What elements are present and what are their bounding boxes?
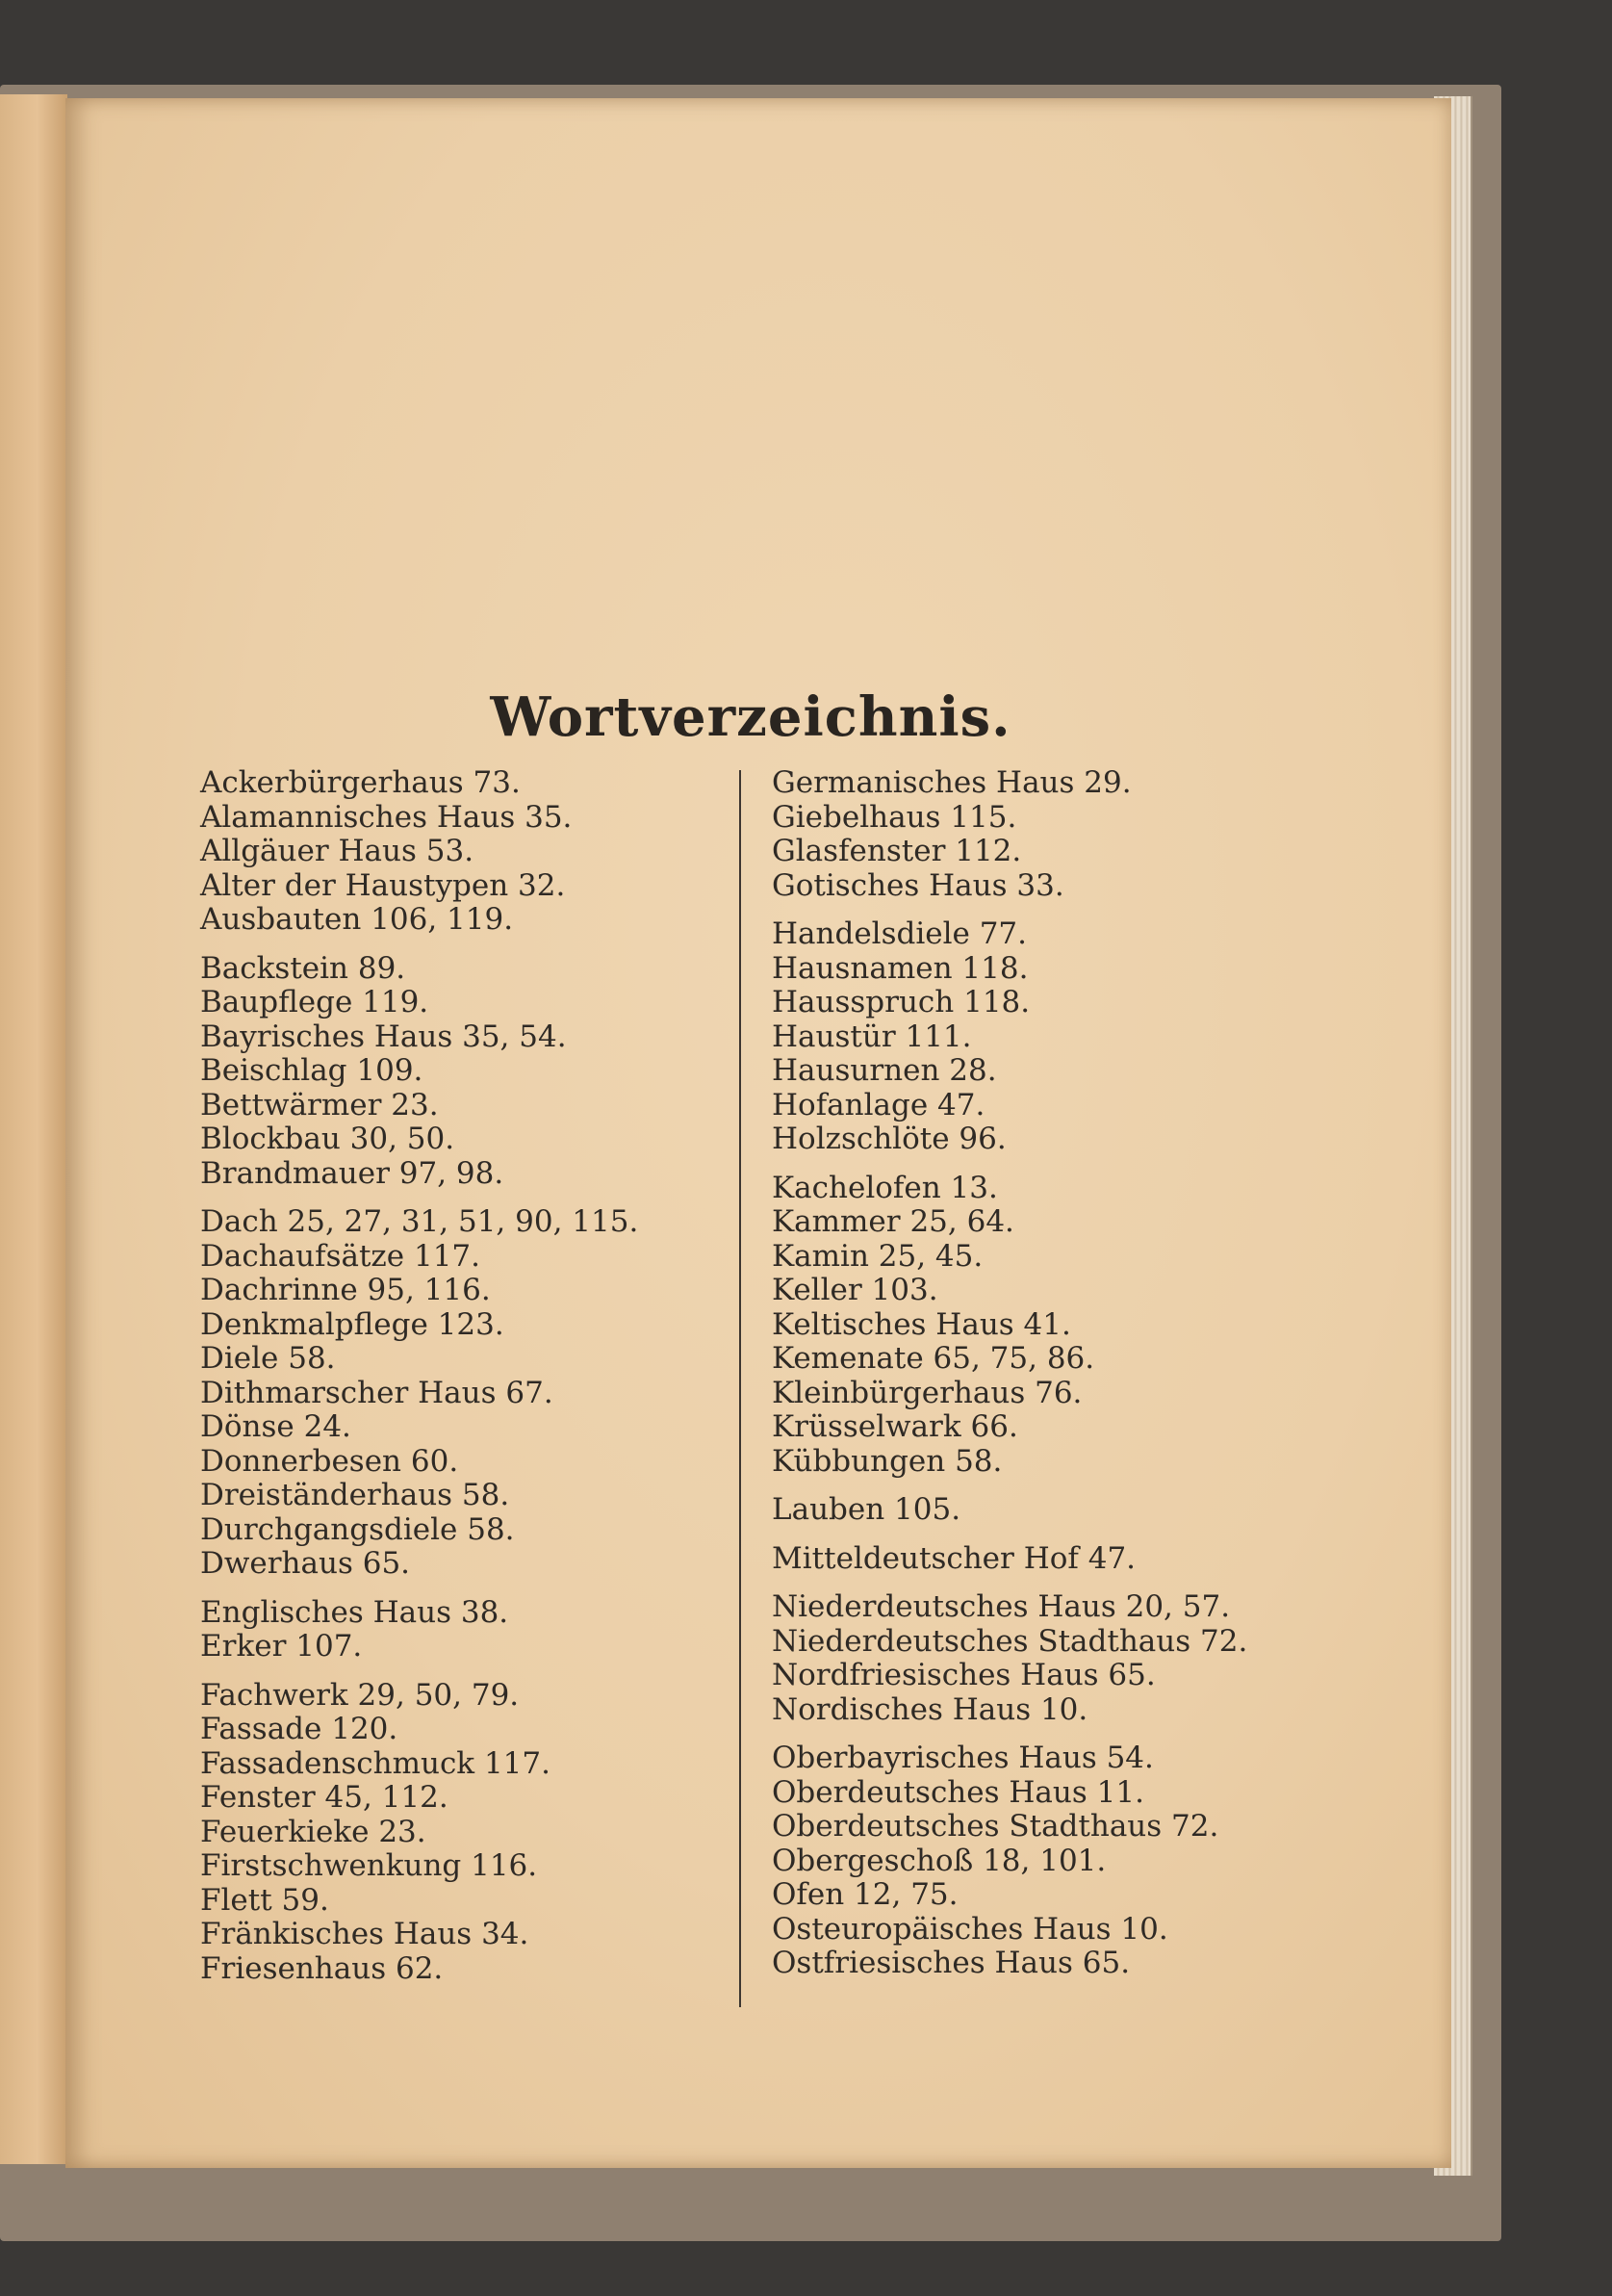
index-entry: Dwerhaus 65. <box>200 1546 411 1581</box>
index-entry: Niederdeutsches Stadthaus 72. <box>772 1623 1248 1659</box>
page-title: Wortverzeichnis. <box>490 685 1011 749</box>
index-entry: Feuerkieke 23. <box>200 1814 426 1849</box>
index-entry: Erker 107. <box>200 1629 363 1664</box>
index-entry: Englisches Haus 38. <box>200 1594 509 1630</box>
index-entry: Fenster 45, 112. <box>200 1780 448 1815</box>
index-entry: Baupflege 119. <box>200 985 429 1019</box>
index-entry: Kamin 25, 45. <box>772 1238 984 1274</box>
index-entry: Durchgangsdiele 58. <box>200 1511 515 1547</box>
index-entry: Niederdeutsches Haus 20, 57. <box>772 1589 1231 1624</box>
index-entry: Ostfriesisches Haus 65. <box>772 1946 1131 1980</box>
index-entry: Bettwärmer 23. <box>200 1087 439 1122</box>
index-entry: Hausnamen 118. <box>772 950 1029 986</box>
index-entry: Fränkisches Haus 34. <box>200 1917 529 1951</box>
index-entry: Brandmauer 97, 98. <box>200 1155 504 1191</box>
index-entry: Gotisches Haus 33. <box>772 867 1064 903</box>
index-entry: Osteuropäisches Haus 10. <box>772 1911 1168 1947</box>
index-letter-group <box>200 952 739 1192</box>
index-entry: Fassadenschmuck 117. <box>200 1745 550 1781</box>
index-entry: Hausspruch 118. <box>772 985 1031 1019</box>
index-entry: Hausurnen 28. <box>772 1053 997 1088</box>
index-entry: Oberbayrisches Haus 54. <box>772 1741 1154 1775</box>
index-letter-group <box>200 1596 739 1664</box>
index-entry: Dönse 24. <box>200 1409 351 1444</box>
index-entry: Allgäuer Haus 53. <box>200 834 474 868</box>
index-entry: Dachaufsätze 117. <box>200 1238 480 1274</box>
index-entry: Oberdeutsches Stadthaus 72. <box>772 1809 1219 1844</box>
index-entry: Donnerbesen 60. <box>200 1443 459 1479</box>
index-entry: Flett 59. <box>200 1882 329 1918</box>
index-entry: Dithmarscher Haus 67. <box>200 1375 553 1410</box>
index-entry: Ackerbürgerhaus 73. <box>200 765 521 800</box>
index-entry: Oberdeutsches Haus 11. <box>772 1774 1144 1810</box>
index-entry: Kammer 25, 64. <box>772 1204 1014 1239</box>
index-entry: Keller 103. <box>772 1273 938 1307</box>
index-entry: Glasfenster 112. <box>772 834 1022 868</box>
index-entry: Dreiständerhaus 58. <box>200 1478 510 1512</box>
index-entry: Diele 58. <box>200 1341 336 1376</box>
index-entry: Denkmalpflege 123. <box>200 1306 504 1342</box>
index-entry: Mitteldeutscher Hof 47. <box>772 1540 1137 1576</box>
index-entry: Bayrisches Haus 35, 54. <box>200 1019 567 1054</box>
index-entry: Friesenhaus 62. <box>200 1950 444 1986</box>
index-letter-group <box>772 917 1272 1157</box>
index-letter-group <box>772 1542 1272 1577</box>
index-letter-group <box>772 1590 1272 1727</box>
index-entry: Blockbau 30, 50. <box>200 1122 455 1156</box>
index-letter-group <box>772 1741 1272 1981</box>
index-entry: Obergeschoß 18, 101. <box>772 1843 1107 1878</box>
index-letter-group <box>772 1493 1272 1528</box>
index-entry: Germanisches Haus 29. <box>772 765 1132 800</box>
column-divider <box>739 770 741 2007</box>
index-entry: Ausbauten 106, 119. <box>200 902 514 937</box>
index-entry: Keltisches Haus 41. <box>772 1306 1071 1342</box>
index-entry: Beischlag 109. <box>200 1053 423 1088</box>
index-entry: Hofanlage 47. <box>772 1087 985 1122</box>
index-entry: Kübbungen 58. <box>772 1443 1003 1479</box>
index-entry: Kemenate 65, 75, 86. <box>772 1341 1095 1376</box>
index-entry: Ofen 12, 75. <box>772 1877 959 1912</box>
index-entry: Dachrinne 95, 116. <box>200 1273 491 1307</box>
index-letter-group <box>200 1205 739 1582</box>
index-entry: Kachelofen 13. <box>772 1170 998 1205</box>
index-entry: Dach 25, 27, 31, 51, 90, 115. <box>200 1204 639 1239</box>
index-entry: Haustür 111. <box>772 1019 972 1054</box>
index-column-left <box>200 766 739 2000</box>
index-entry: Giebelhaus 115. <box>772 799 1017 835</box>
index-entry: Firstschwenkung 116. <box>200 1848 538 1883</box>
index-letter-group <box>200 1679 739 1987</box>
index-entry: Krüsselwark 66. <box>772 1409 1018 1444</box>
index-entry: Fassade 120. <box>200 1712 398 1746</box>
index-column-right <box>772 766 1272 1996</box>
index-letter-group <box>772 1172 1272 1480</box>
index-entry: Fachwerk 29, 50, 79. <box>200 1677 520 1713</box>
index-letter-group <box>772 766 1272 903</box>
index-entry: Nordfriesisches Haus 65. <box>772 1658 1156 1692</box>
index-entry: Kleinbürgerhaus 76. <box>772 1375 1083 1410</box>
index-letter-group <box>200 766 739 938</box>
index-entry: Alter der Haustypen 32. <box>200 867 566 903</box>
index-entry: Handelsdiele 77. <box>772 916 1028 951</box>
index-entry: Alamannisches Haus 35. <box>200 799 573 835</box>
index-entry: Lauben 105. <box>772 1492 961 1527</box>
index-entry: Backstein 89. <box>200 950 406 986</box>
index-entry: Nordisches Haus 10. <box>772 1691 1088 1727</box>
left-page-edge <box>0 94 67 2164</box>
index-entry: Holzschlöte 96. <box>772 1122 1007 1156</box>
